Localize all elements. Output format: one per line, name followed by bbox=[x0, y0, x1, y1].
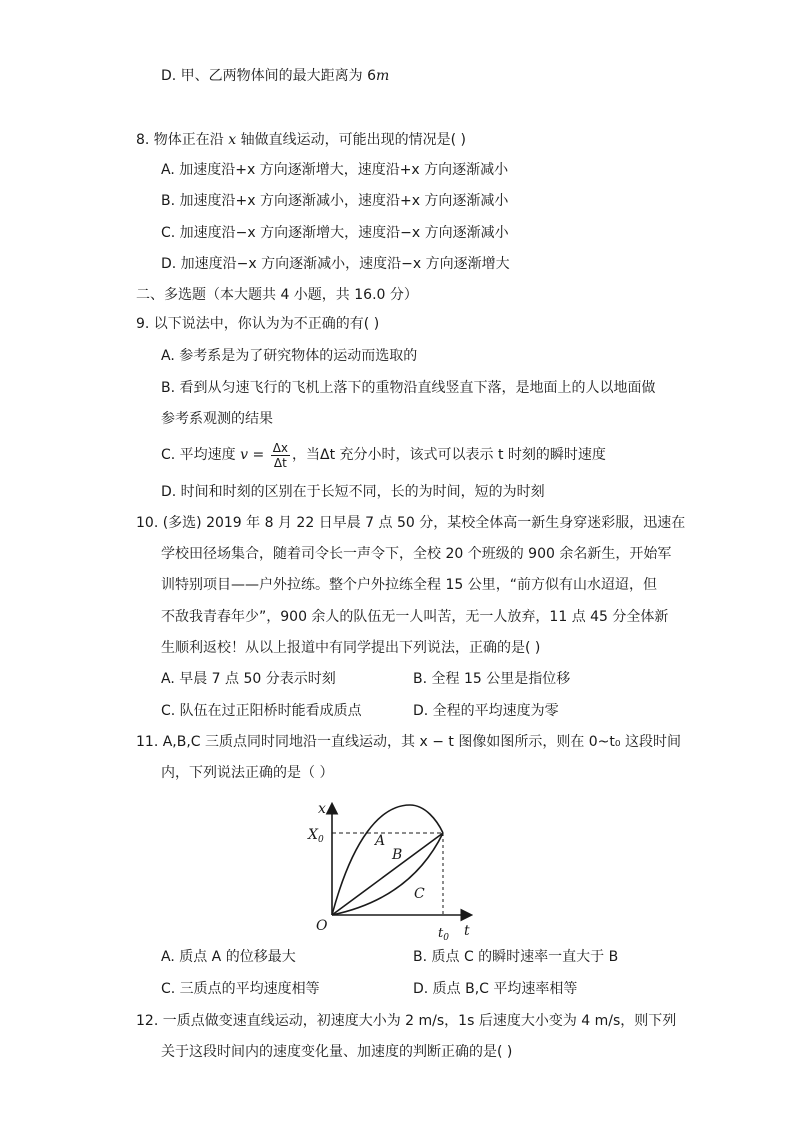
q8-option-b: B. 加速度沿+x 方向逐渐减小，速度沿+x 方向逐渐减小 bbox=[161, 193, 509, 209]
q9-option-b-line2: 参考系观测的结果 bbox=[161, 411, 273, 427]
q9-option-c: C. 平均速度 v = $\frac{\Delta x}{\Delta t}$ ，当Δt 充分小时，该式可以表示 t 时刻的瞬时速度 bbox=[161, 440, 606, 470]
q11-option-c: C. 三质点的平均速度相等 bbox=[161, 981, 320, 997]
q10-stem-line1: 10. (多选) 2019 年 8 月 22 日早晨 7 点 50 分，某校全体高一新生身穿迷彩服，迅速在 bbox=[136, 515, 686, 531]
q8-option-a: A. 加速度沿+x 方向逐渐增大，速度沿+x 方向逐渐减小 bbox=[161, 162, 509, 178]
q12-stem-line2: 关于这段时间内的速度变化量、加速度的判断正确的是( ) bbox=[161, 1044, 513, 1060]
x-axis-label: t bbox=[464, 923, 470, 939]
q10-option-d: D. 全程的平均速度为零 bbox=[413, 703, 559, 719]
line-b-label: B bbox=[392, 847, 403, 863]
q7-option-d: D. 甲、乙两物体间的最大距离为 6m bbox=[161, 68, 390, 84]
q12-stem-line1: 12. 一质点做变速直线运动，初速度大小为 2 m/s，1s 后速度大小变为 4 m/s，则下列 bbox=[136, 1013, 677, 1029]
section-heading: 二、多选题（本大题共 4 小题，共 16.0 分） bbox=[136, 287, 418, 303]
q8-option-c: C. 加速度沿−x 方向逐渐增大，速度沿−x 方向逐渐减小 bbox=[161, 225, 509, 241]
t0-label: $t_0$ bbox=[438, 926, 449, 943]
q11-option-a: A. 质点 A 的位移最大 bbox=[161, 949, 296, 965]
q11-option-b: B. 质点 C 的瞬时速率一直大于 B bbox=[413, 949, 619, 965]
average-velocity-fraction: $\frac{\Delta x}{\Delta t}$ bbox=[272, 440, 289, 470]
q8-option-d: D. 加速度沿−x 方向逐渐减小，速度沿−x 方向逐渐增大 bbox=[161, 256, 510, 272]
q10-stem-line5: 生顺利返校！从以上报道中有同学提出下列说法，正确的是( ) bbox=[161, 640, 541, 656]
x-t-graph bbox=[300, 795, 485, 945]
q10-option-a: A. 早晨 7 点 50 分表示时刻 bbox=[161, 671, 336, 687]
q9-option-d: D. 时间和时刻的区别在于长短不同，长的为时间，短的为时刻 bbox=[161, 484, 545, 500]
q9-option-a: A. 参考系是为了研究物体的运动而选取的 bbox=[161, 348, 418, 364]
q10-option-c: C. 队伍在过正阳桥时能看成质点 bbox=[161, 703, 362, 719]
q10-option-b: B. 全程 15 公里是指位移 bbox=[413, 671, 571, 687]
line-b bbox=[332, 833, 443, 915]
x0-label: $X_0$ bbox=[308, 827, 324, 845]
curve-a-label: A bbox=[375, 833, 386, 849]
q10-stem-line2: 学校田径场集合，随着司令长一声令下，全校 20 个班级的 900 余名新生，开始军 bbox=[161, 546, 672, 562]
q10-stem-line3: 训特别项目——户外拉练。整个户外拉练全程 15 公里，“前方似有山水迢迢，但 bbox=[161, 577, 657, 593]
q11-option-d: D. 质点 B,C 平均速率相等 bbox=[413, 981, 578, 997]
q9-option-b-line1: B. 看到从匀速飞行的飞机上落下的重物沿直线竖直下落，是地面上的人以地面做 bbox=[161, 380, 656, 396]
q11-stem-line2: 内，下列说法正确的是（ ） bbox=[161, 765, 334, 781]
q9-stem: 9. 以下说法中，你认为为不正确的有( ) bbox=[136, 316, 380, 332]
q10-stem-line4: 不敌我青春年少”，900 余人的队伍无一人叫苦，无一人放弃，11 点 45 分全体新 bbox=[161, 609, 669, 625]
q8-stem: 8. 物体正在沿 x 轴做直线运动，可能出现的情况是( ) bbox=[136, 132, 466, 148]
origin-label: O bbox=[316, 918, 328, 934]
y-axis-label: x bbox=[318, 801, 326, 817]
q11-stem-line1: 11. A,B,C 三质点同时同地沿一直线运动，其 x − t 图像如图所示，则在 0~t₀ 这段时间 bbox=[136, 734, 681, 750]
curve-c-label: C bbox=[414, 886, 425, 902]
